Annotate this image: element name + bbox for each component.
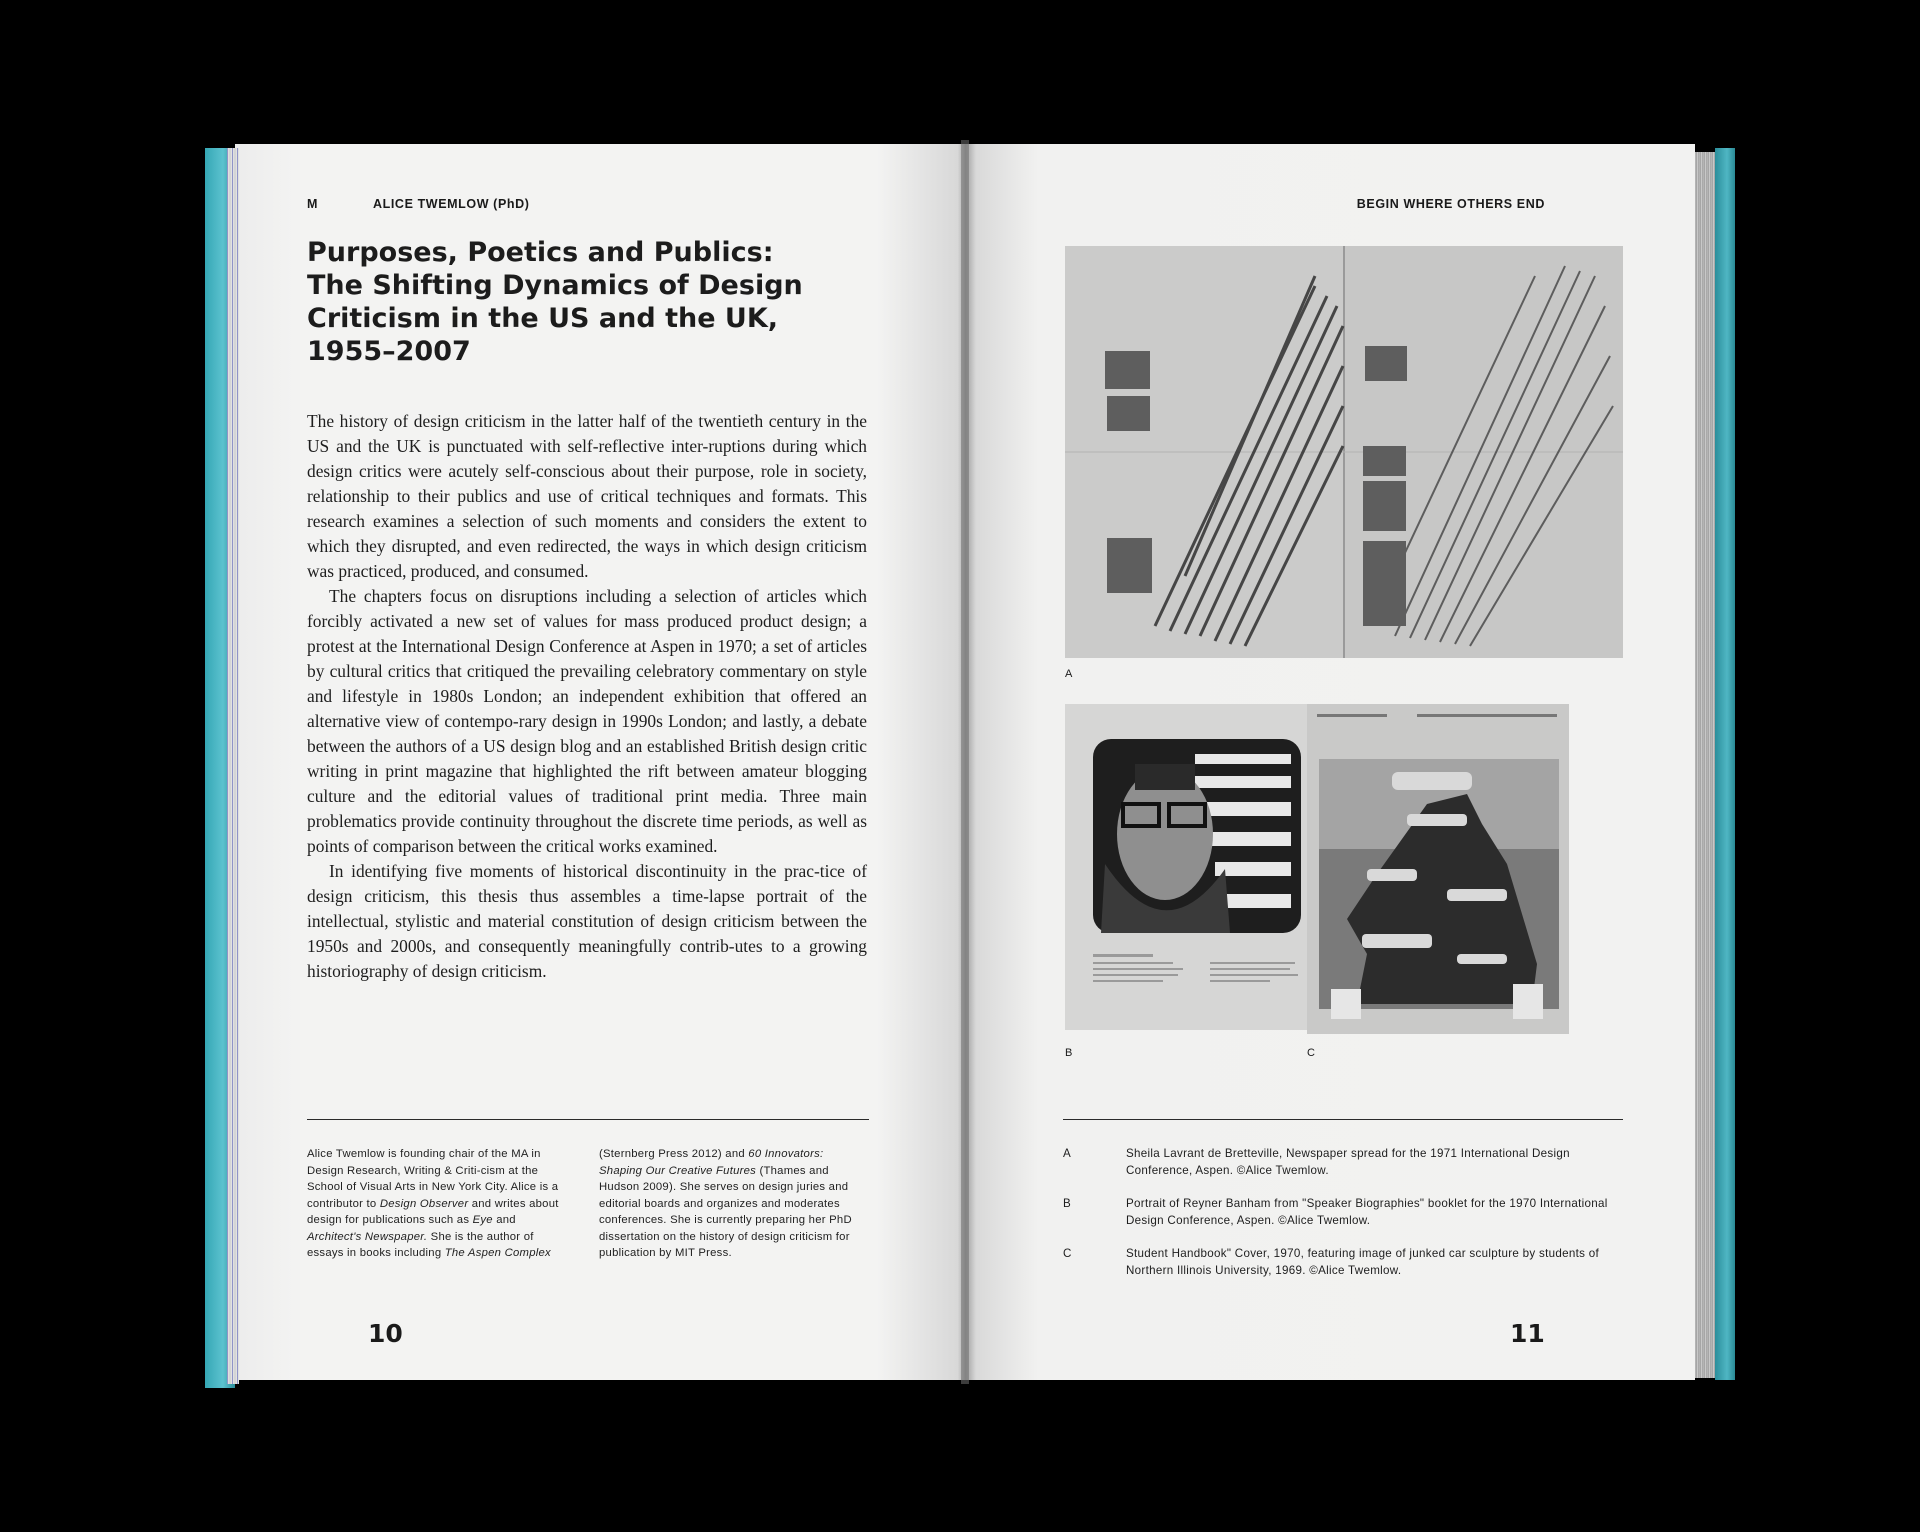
figure-a-newspaper-spread [1065, 246, 1623, 658]
bio-italic: The Aspen Complex [444, 1247, 551, 1259]
figure-label: C [1307, 1047, 1316, 1059]
caption-text: Portrait of Reyner Banham from "Speaker Biographies" booklet for the 1970 International Design Conference, Aspen. ©Alice Twemlow. [1126, 1197, 1608, 1227]
open-book [205, 140, 1735, 1390]
right-page [965, 144, 1695, 1380]
caption-letter: A [1063, 1147, 1072, 1160]
caption-letter: B [1063, 1197, 1072, 1210]
bio-italic: 60 Innovators: Shaping Our Creative Futures [599, 1148, 824, 1177]
author-bio-column-2 [599, 1146, 861, 1262]
page-number: 10 [368, 1319, 403, 1348]
author-bio-column-1 [307, 1146, 569, 1262]
figure-c-handbook-cover [1307, 704, 1569, 1034]
book-cover-right-edge [1715, 148, 1735, 1380]
divider-rule [1063, 1119, 1623, 1120]
page-number: 11 [1510, 1319, 1545, 1348]
bio-italic: Architect's Newspaper. [307, 1230, 428, 1243]
bio-text: She is the author of essays in books including [307, 1230, 534, 1259]
caption-text: Student Handbook" Cover, 1970, featuring image of junked car sculpture by students of Northern Illinois University, 1969. ©Alice Twemlow. [1126, 1247, 1600, 1277]
divider-rule [307, 1119, 869, 1120]
left-page [235, 144, 965, 1380]
body-paragraph: The chapters focus on disruptions including a selection of articles which forcibly activated a new set of values for mass produced product design; a protest at the International Design Conference at Aspen in 1970; a set of articles by cultural critics that critiqued the prevailing celebratory commentary on style and lifestyle in 1980s London; an independent exhibition that offered an alternative view of contempo-rary design in 1990s London; and lastly, a debate between the authors of a US design blog and an established British design critic writing in print magazine that highlighted the rift between amateur blogging culture and the editorial values of traditional print media. Three main problematics provide continuity throughout the discrete time periods, as well as points of comparison between the critical works examined. [307, 586, 867, 856]
bio-text: and [492, 1214, 516, 1226]
book-running-head: BEGIN WHERE OTHERS END [1356, 197, 1545, 211]
bio-text: Alice Twemlow is founding chair of the MA in Design Research, Writing & Criti-cism at the School of Visual Arts in New York City. Alice is a contributor to [307, 1148, 559, 1210]
section-mark: M [307, 197, 319, 211]
page-stack-edge [1693, 152, 1715, 1378]
bio-text: and writes about design for publications such as [307, 1197, 559, 1226]
bio-text: (Sternberg Press 2012) and [599, 1148, 749, 1160]
figure-label: B [1065, 1047, 1073, 1059]
book-gutter [961, 140, 969, 1384]
body-paragraph: The history of design criticism in the latter half of the twentieth century in the US and the UK is punctuated with self-reflective inter-ruptions during which design critics were acutely self-conscious about their purpose, role in society, relationship to their publics and use of critical techniques and formats. This research examines a selection of such moments and considers the extent to which they disrupted, and even redirected, the ways in which design criticism was practiced, produced, and consumed. [307, 411, 867, 581]
body-paragraph: In identifying five moments of historical discontinuity in the prac-tice of design criticism, this thesis thus assembles a time-lapse portrait of the intellectual, stylistic and material constitution of design criticism between the 1950s and 2000s, and consequently meaningfully contrib-utes to a growing historiography of design criticism. [307, 861, 867, 981]
article-body [307, 409, 867, 984]
bio-italic: Design Observer [379, 1197, 469, 1210]
caption-letter: C [1063, 1247, 1072, 1260]
caption-text: Sheila Lavrant de Bretteville, Newspaper spread for the 1971 International Design Conference, Aspen. ©Alice Twemlow. [1126, 1147, 1570, 1177]
author-running-head: ALICE TWEMLOW (PhD) [373, 197, 530, 211]
figure-b-portrait [1065, 704, 1328, 1030]
page-stack-edge-left [227, 148, 239, 1384]
bio-text: (Thames and Hudson 2009). She serves on design juries and editorial boards and organizes and moderates conferences. She is currently preparing her PhD dissertation on the history of design criticism for publication by MIT Press. [599, 1164, 852, 1259]
bio-italic: Eye [472, 1214, 493, 1226]
article-title: Purposes, Poetics and Publics: The Shifting Dynamics of Design Criticism in the US and the UK, 1955–2007 [307, 237, 803, 367]
figure-label: A [1065, 668, 1073, 680]
